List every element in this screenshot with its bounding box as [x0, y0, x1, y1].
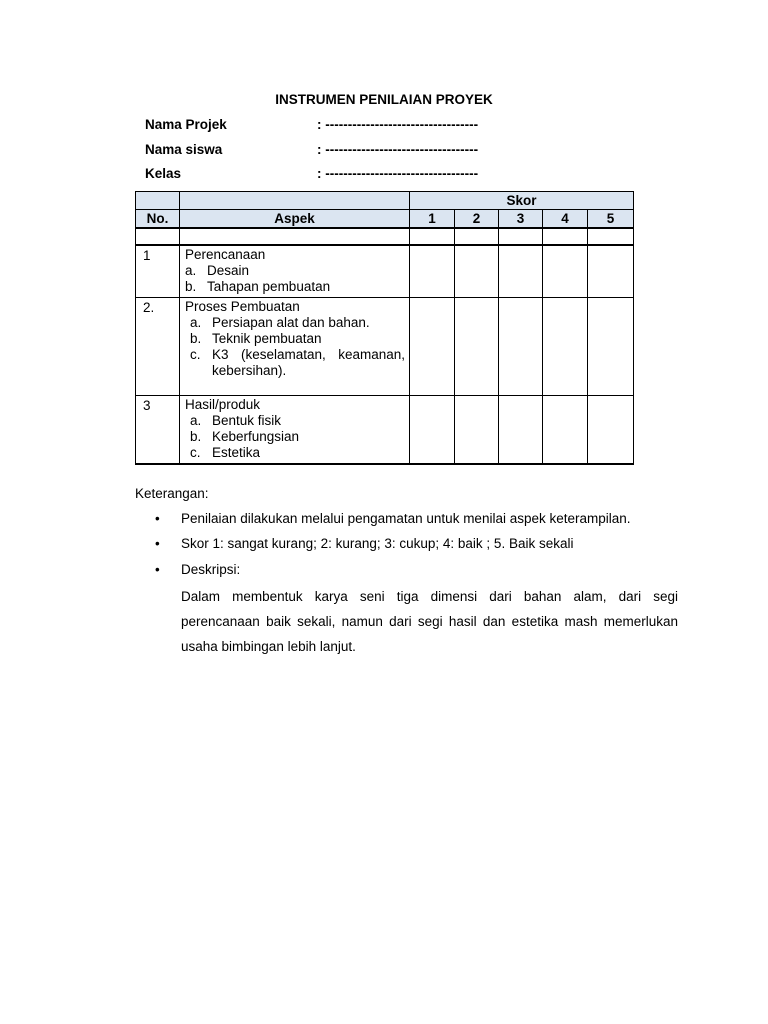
field-label: Nama siswa: [145, 142, 223, 157]
header-blank: [136, 192, 180, 210]
score-cell: [410, 396, 455, 465]
description-line: usaha bimbingan lebih lanjut.: [181, 639, 356, 654]
aspect-item: a. Bentuk fisik: [190, 413, 282, 428]
assessment-table: [135, 191, 634, 465]
field-value: : ----------------------------------: [317, 142, 479, 157]
score-cell: [455, 298, 499, 396]
description-line: perencanaan baik sekali, namun dari segi hasil dan estetika mash memerlukan: [181, 614, 678, 629]
score-cell: [499, 245, 543, 298]
header-score: 1: [410, 210, 455, 229]
score-cell: [410, 298, 455, 396]
aspect-cell: [180, 298, 410, 396]
table-row: [136, 245, 634, 298]
score-cell: [543, 396, 588, 465]
header-score: 3: [499, 210, 543, 229]
bullet-icon: •: [155, 511, 160, 526]
score-cell: [543, 245, 588, 298]
aspect-item: a. Persiapan alat dan bahan.: [190, 315, 370, 330]
header-score: 5: [588, 210, 634, 229]
row-number: 3: [136, 396, 180, 465]
field-label: Nama Projek: [145, 117, 227, 132]
note-text: Penilaian dilakukan melalui pengamatan untuk menilai aspek keterampilan.: [181, 511, 631, 526]
score-cell: [499, 298, 543, 396]
table-row: [136, 396, 634, 465]
table-row: [136, 298, 634, 396]
score-cell: [455, 396, 499, 465]
row-number: 1: [136, 245, 180, 298]
score-cell: [588, 245, 634, 298]
description-line: Dalam membentuk karya seni tiga dimensi dari bahan alam, dari segi: [181, 589, 678, 604]
aspect-item: b. Teknik pembuatan: [190, 331, 322, 346]
header-blank: [180, 192, 410, 210]
aspect-heading: Perencanaan: [185, 247, 266, 262]
score-cell: [588, 298, 634, 396]
bullet-icon: •: [155, 536, 160, 551]
spacer-row: [136, 228, 634, 245]
field-value: : ----------------------------------: [317, 166, 479, 181]
header-skor: Skor: [410, 192, 634, 210]
score-cell: [499, 396, 543, 465]
aspect-cell: [180, 245, 410, 298]
score-cell: [455, 245, 499, 298]
aspect-item: c. Estetika: [190, 445, 261, 460]
score-cell: [543, 298, 588, 396]
header-no: No.: [136, 210, 180, 229]
keterangan-heading: Keterangan:: [135, 486, 209, 501]
header-score: 4: [543, 210, 588, 229]
aspect-item: c. K3 (keselamatan, keamanan,: [190, 347, 405, 362]
aspect-heading: Proses Pembuatan: [185, 299, 300, 314]
aspect-item: a. Desain: [185, 263, 250, 278]
bullet-icon: •: [155, 562, 160, 577]
field-label: Kelas: [145, 166, 182, 181]
aspect-item: kebersihan).: [212, 363, 287, 378]
score-cell: [410, 245, 455, 298]
aspect-cell: [180, 396, 410, 465]
note-text: Skor 1: sangat kurang; 2: kurang; 3: cukup; 4: baik ; 5. Baik sekali: [181, 536, 574, 551]
aspect-heading: Hasil/produk: [185, 397, 261, 412]
header-score: 2: [455, 210, 499, 229]
header-aspek: Aspek: [180, 210, 410, 229]
field-value: : ----------------------------------: [317, 117, 479, 132]
score-cell: [588, 396, 634, 465]
row-number: 2.: [136, 298, 180, 396]
aspect-item: b. Tahapan pembuatan: [185, 279, 331, 294]
page-title: INSTRUMEN PENILAIAN PROYEK: [275, 92, 493, 107]
note-text: Deskripsi:: [181, 562, 241, 577]
description-paragraph: [181, 584, 678, 659]
aspect-item: b. Keberfungsian: [190, 429, 300, 444]
